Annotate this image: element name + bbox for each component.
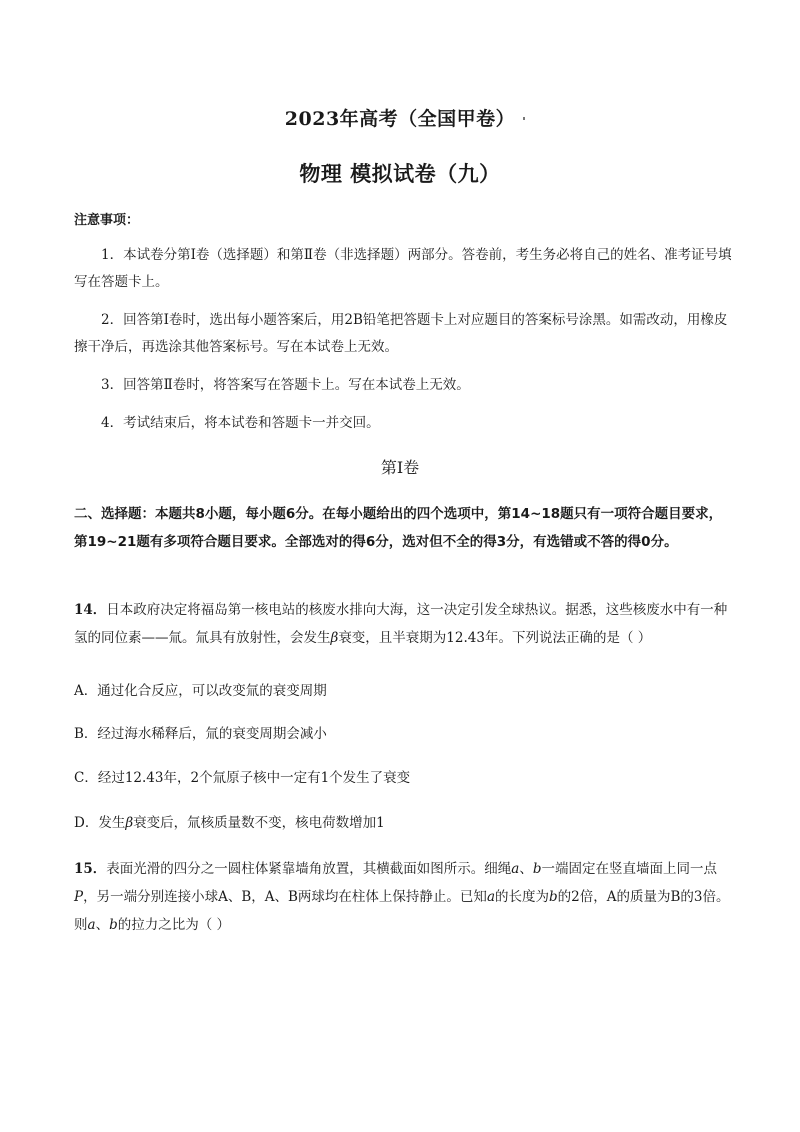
q15-text: 的拉力之比为（ ） [117, 917, 231, 933]
volume-label: 第Ⅰ卷 [380, 458, 420, 477]
var-b: b [532, 861, 542, 877]
question-15-number: 15． [74, 861, 107, 877]
q15-text: 的长度为 [495, 889, 549, 905]
q15-text: 一端固定在竖直墙面上同一点 [541, 861, 718, 877]
question-14-number: 14． [74, 602, 107, 618]
var-b: b [109, 917, 118, 933]
option-c: C．经过12.43年，2个氚原子核中一定有1个发生了衰变 [74, 770, 411, 786]
question-14-stem-2: 衰变，且半衰期为12.43年。下列说法正确的是（ ） [338, 630, 652, 646]
option-a: A．通过化合反应，可以改变氚的衰变周期 [74, 683, 327, 699]
option-b: B．经过海水稀释后，氚的衰变周期会减小 [74, 726, 327, 742]
var-a: a [486, 889, 495, 905]
var-p: P [74, 889, 84, 905]
beta-symbol: β [125, 815, 134, 831]
var-a: a [511, 861, 520, 877]
beta-symbol: β [330, 630, 339, 646]
notice-item-4: 4．考试结束后，将本试卷和答题卡一并交回。 [101, 415, 380, 431]
exam-subtitle: 物理 模拟试卷（九） [299, 161, 501, 186]
notice-item-2: 2．回答第Ⅰ卷时，选出每小题答案后，用2B铅笔把答题卡上对应题目的答案标号涂黑。如需改动，用橡皮擦干净后，再选涂其他答案标号。写在本试卷上无效。 [74, 312, 728, 355]
option-d-part2: 衰变后，氚核质量数不变，核电荷数增加1 [133, 815, 385, 831]
q15-text: ，另一端分别连接小球A、B，A、B两球均在柱体上保持静止。已知 [83, 889, 487, 905]
question-15 [74, 855, 734, 939]
q15-text: 、 [95, 917, 110, 933]
var-b: b [549, 889, 558, 905]
q15-text: 表面光滑的四分之一圆柱体紧靠墙角放置，其横截面如图所示。细绳 [106, 861, 512, 877]
question-14 [74, 596, 734, 652]
stray-mark [523, 117, 525, 120]
question-14-stem-1: 日本政府决定将福岛第一核电站的核废水排向大海，这一决定引发全球热议。据悉，这些核废水中有一种氢的同位素——氚。氚具有放射性，会发生 [74, 602, 728, 646]
exam-title: 2023年高考（全国甲卷） [284, 108, 516, 130]
var-a: a [87, 917, 96, 933]
option-d-part1: D．发生 [74, 815, 126, 831]
option-d [74, 812, 734, 834]
q15-text: 的2倍，A的质量为B的3倍。则 [74, 889, 730, 933]
notice-item-1: 1．本试卷分第Ⅰ卷（选择题）和第Ⅱ卷（非选择题）两部分。答卷前，考生务必将自己的姓名、准考证号填写在答题卡上。 [74, 247, 732, 290]
q15-text: 、 [519, 861, 533, 877]
notice-heading: 注意事项： [74, 213, 140, 228]
notice-item-3: 3．回答第Ⅱ卷时，将答案写在答题卡上。写在本试卷上无效。 [101, 377, 470, 393]
section-heading: 二、选择题：本题共8小题，每小题6分。在每小题给出的四个选项中，第14~18题只有一项符合题目要求，第19~21题有多项符合题目要求。全部选对的得6分，选对但不全的得3分，有选错或不答的得0分。 [74, 506, 723, 550]
